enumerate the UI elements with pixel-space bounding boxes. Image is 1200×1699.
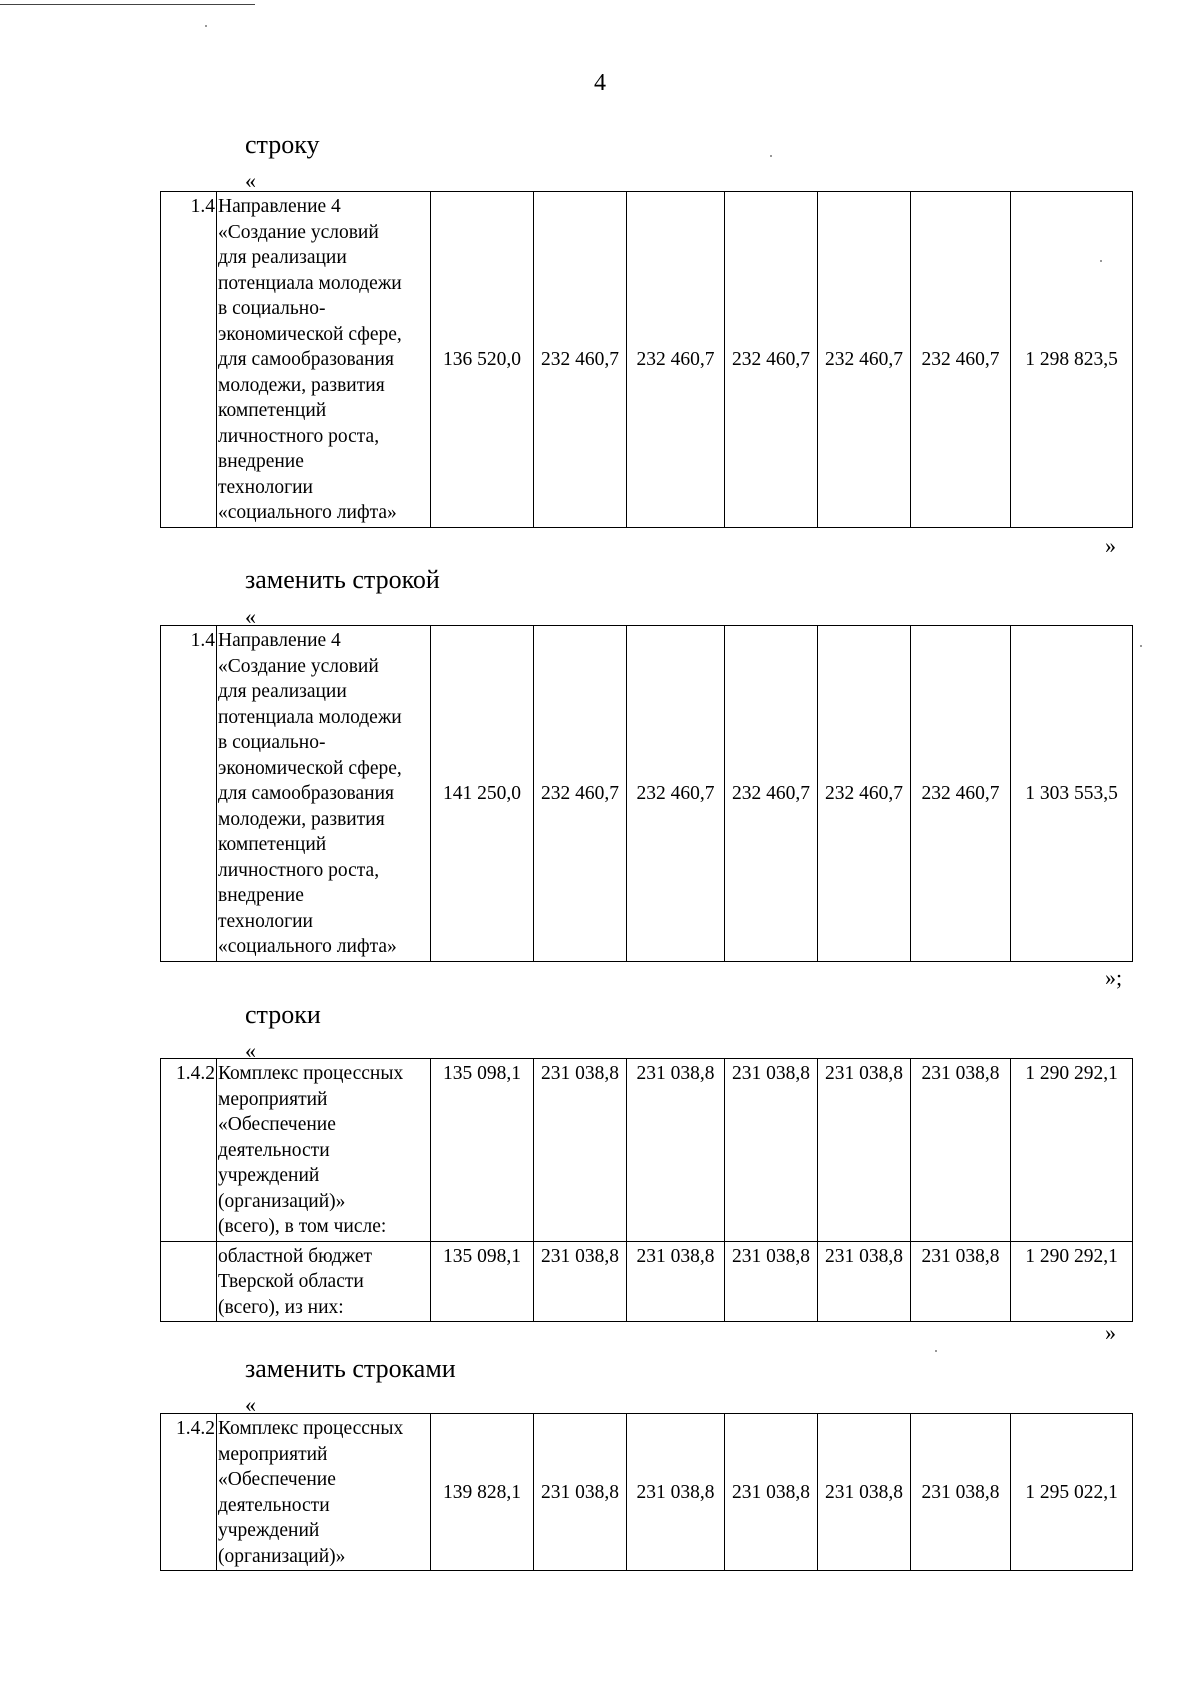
description-line: для самообразования	[218, 783, 394, 804]
value-cell: 231 038,8	[911, 1241, 1011, 1322]
amendment-table	[160, 625, 1133, 962]
description-line: технологии	[218, 476, 313, 498]
value-cell: 231 038,8	[725, 1059, 818, 1242]
opening-quote: «	[245, 604, 256, 629]
value-cell: 139 828,1	[431, 1414, 534, 1571]
description-line: личностного роста,	[218, 425, 380, 447]
description-line: учреждений	[218, 1165, 320, 1186]
description-line: для реализации	[218, 247, 347, 268]
amendment-table	[160, 191, 1133, 528]
description-line: экономической сфере,	[218, 757, 402, 779]
description-line: (организаций)»	[218, 1190, 346, 1212]
row-description	[217, 1414, 431, 1571]
value-cell: 135 098,1	[431, 1241, 534, 1322]
description-line: мероприятий	[218, 1088, 328, 1110]
value-cell: 232 460,7	[627, 626, 725, 962]
section-heading: строку	[245, 130, 320, 159]
closing-quote: »	[1105, 533, 1116, 558]
value-cell: 232 460,7	[818, 192, 911, 528]
section-heading: заменить строкой	[245, 565, 440, 594]
value-cell: 231 038,8	[627, 1414, 725, 1571]
value-cell: 141 250,0	[431, 626, 534, 962]
description-line: компетенций	[218, 834, 327, 855]
total-cell: 1 303 553,5	[1011, 626, 1133, 962]
description-line: внедрение	[218, 885, 304, 906]
description-line: внедрение	[218, 451, 304, 472]
opening-quote: «	[245, 1038, 256, 1063]
section-heading: строки	[245, 1000, 321, 1029]
value-cell: 232 460,7	[911, 192, 1011, 528]
description-line: (всего), из них:	[218, 1296, 344, 1318]
value-cell: 231 038,8	[627, 1241, 725, 1322]
description-line: «Создание условий	[218, 221, 379, 243]
table-row	[161, 1059, 1133, 1242]
description-line: мероприятий	[218, 1443, 328, 1465]
value-cell: 231 038,8	[534, 1414, 627, 1571]
value-cell: 231 038,8	[911, 1059, 1011, 1242]
total-cell: 1 290 292,1	[1011, 1059, 1133, 1242]
row-number: 1.4	[161, 626, 217, 962]
description-line: для самообразования	[218, 349, 394, 370]
description-line: «Обеспечение	[218, 1114, 336, 1135]
table-row	[161, 1241, 1133, 1322]
description-line: Направление 4	[218, 630, 341, 651]
amendment-table	[160, 1058, 1133, 1322]
description-line: для реализации	[218, 681, 347, 702]
value-cell: 231 038,8	[534, 1059, 627, 1242]
description-line: в социально-	[218, 732, 326, 753]
value-cell: 231 038,8	[534, 1241, 627, 1322]
row-description	[217, 192, 431, 528]
value-cell: 232 460,7	[627, 192, 725, 528]
value-cell: 231 038,8	[627, 1059, 725, 1242]
closing-quote: »;	[1105, 965, 1123, 990]
description-line: Направление 4	[218, 196, 341, 217]
value-cell: 135 098,1	[431, 1059, 534, 1242]
description-line: (организаций)»	[218, 1545, 346, 1567]
opening-quote: «	[245, 168, 256, 193]
scan-speck	[770, 155, 772, 157]
scan-speck	[935, 1350, 937, 1352]
scan-edge-line	[0, 4, 255, 5]
row-number	[161, 1241, 217, 1322]
value-cell: 232 460,7	[725, 192, 818, 528]
table-row	[161, 192, 1133, 528]
row-description	[217, 1241, 431, 1322]
description-line: (всего), в том числе:	[218, 1216, 387, 1237]
scan-speck	[205, 25, 207, 27]
value-cell: 136 520,0	[431, 192, 534, 528]
value-cell: 232 460,7	[818, 626, 911, 962]
section-heading: заменить строками	[245, 1354, 456, 1383]
closing-quote: »	[1105, 1320, 1116, 1345]
value-cell: 232 460,7	[911, 626, 1011, 962]
scan-speck	[1140, 645, 1142, 647]
value-cell: 231 038,8	[911, 1414, 1011, 1571]
value-cell: 232 460,7	[725, 626, 818, 962]
description-line: в социально-	[218, 298, 326, 319]
value-cell: 231 038,8	[725, 1414, 818, 1571]
description-line: экономической сфере,	[218, 323, 402, 345]
value-cell: 232 460,7	[534, 192, 627, 528]
value-cell: 231 038,8	[818, 1241, 911, 1322]
description-line: Комплекс процессных	[218, 1063, 404, 1084]
value-cell: 231 038,8	[725, 1241, 818, 1322]
description-line: молодежи, развития	[218, 808, 385, 830]
description-line: областной бюджет	[218, 1245, 373, 1267]
description-line: Тверской области	[218, 1271, 364, 1292]
row-number: 1.4.2	[161, 1414, 217, 1571]
description-line: «социального лифта»	[218, 936, 397, 957]
value-cell: 232 460,7	[534, 626, 627, 962]
description-line: деятельности	[218, 1494, 330, 1516]
total-cell: 1 298 823,5	[1011, 192, 1133, 528]
description-line: «Обеспечение	[218, 1469, 336, 1490]
description-line: «Создание условий	[218, 655, 379, 677]
value-cell: 231 038,8	[818, 1059, 911, 1242]
description-line: учреждений	[218, 1520, 320, 1541]
row-description	[217, 626, 431, 962]
table-row	[161, 626, 1133, 962]
row-number: 1.4.2	[161, 1059, 217, 1242]
page-number: 4	[594, 70, 606, 96]
value-cell: 231 038,8	[818, 1414, 911, 1571]
total-cell: 1 295 022,1	[1011, 1414, 1133, 1571]
description-line: потенциала молодежи	[218, 272, 402, 294]
row-description	[217, 1059, 431, 1242]
amendment-table	[160, 1413, 1133, 1571]
description-line: молодежи, развития	[218, 374, 385, 396]
description-line: Комплекс процессных	[218, 1418, 404, 1439]
description-line: компетенций	[218, 400, 327, 421]
description-line: личностного роста,	[218, 859, 380, 881]
description-line: технологии	[218, 910, 313, 932]
row-number: 1.4	[161, 192, 217, 528]
description-line: «социального лифта»	[218, 502, 397, 523]
description-line: деятельности	[218, 1139, 330, 1161]
opening-quote: «	[245, 1392, 256, 1417]
table-row	[161, 1414, 1133, 1571]
total-cell: 1 290 292,1	[1011, 1241, 1133, 1322]
description-line: потенциала молодежи	[218, 706, 402, 728]
